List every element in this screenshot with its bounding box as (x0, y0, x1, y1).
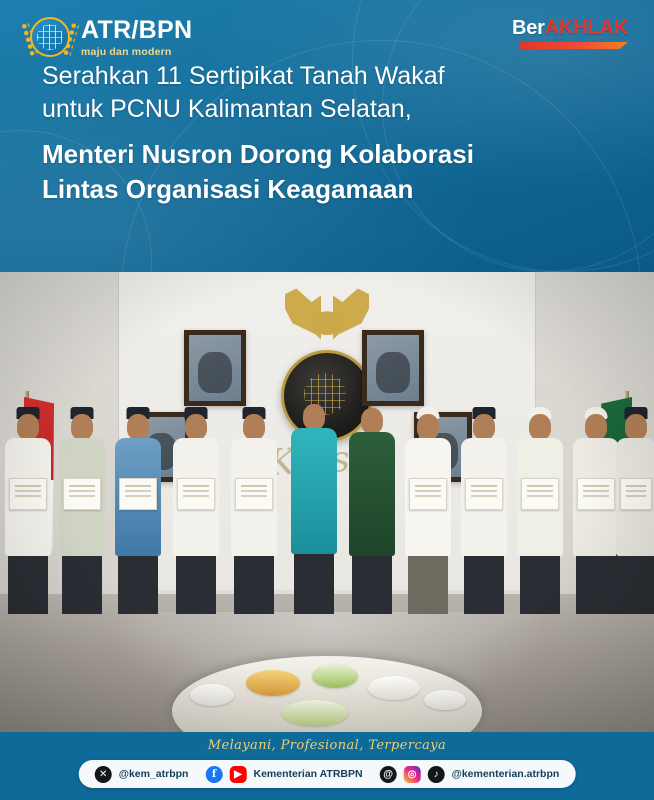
person-legs (576, 552, 616, 614)
person-12 (614, 414, 654, 614)
person-head (473, 414, 495, 440)
logo-text-block (81, 18, 192, 58)
atrbpn-logo (28, 14, 192, 62)
certificate-document (177, 478, 215, 510)
person-head (361, 408, 383, 434)
table-dish-5 (424, 690, 466, 710)
instagram-icon[interactable]: ◎ (404, 766, 421, 783)
atrbpn-emblem-icon (28, 14, 72, 62)
person-9 (458, 414, 510, 614)
person-head (585, 414, 607, 440)
headline-line-1: Serahkan 11 Sertipikat Tanah Wakaf (42, 62, 445, 90)
person-1 (2, 414, 54, 614)
headline-line-2: untuk PCNU Kalimantan Selatan, (42, 95, 412, 124)
person-head (17, 414, 39, 440)
poster-footer (0, 732, 654, 800)
table-dish-2 (246, 670, 300, 696)
person-legs (62, 552, 102, 614)
facebook-icon[interactable]: f (205, 766, 222, 783)
berakhlak-prefix: Ber (512, 17, 545, 39)
person-2 (56, 414, 108, 614)
certificate-document (9, 478, 47, 510)
table-dish-3 (312, 664, 358, 688)
person-legs (464, 552, 504, 614)
tiktok-icon[interactable]: ♪ (428, 766, 445, 783)
certificate-document (465, 478, 503, 510)
threads-icon[interactable]: @ (380, 766, 397, 783)
headline-gap (42, 127, 614, 137)
person-legs (234, 552, 274, 614)
person-5 (228, 414, 280, 614)
social-media-bar (79, 760, 576, 788)
berakhlak-highlight: AKHLAK (544, 17, 628, 39)
person-head (127, 414, 149, 440)
person-head (71, 414, 93, 440)
person-legs (8, 552, 48, 614)
certificate-document (119, 478, 157, 510)
headline-line-3: Menteri Nusron Dorong Kolaborasi (42, 138, 474, 169)
person-legs (352, 552, 392, 614)
brand-tagline: maju dan modern (81, 45, 172, 58)
person-legs (176, 552, 216, 614)
person-10 (514, 414, 566, 614)
person-legs (294, 552, 334, 614)
person-head (243, 414, 265, 440)
person-7 (346, 408, 398, 614)
person-head (303, 404, 325, 430)
certificate-document (63, 478, 101, 510)
person-4 (170, 414, 222, 614)
berakhlak-badge (512, 18, 628, 49)
people-row (0, 384, 654, 614)
headline-line-4: Lintas Organisasi Keagamaan (42, 173, 414, 204)
x-twitter-icon[interactable]: ✕ (95, 766, 112, 783)
person-head (185, 414, 207, 440)
certificate-document (235, 478, 273, 510)
page-title (42, 60, 614, 207)
table-dish-1 (190, 684, 234, 706)
certificate-document (409, 478, 447, 510)
instagram-tiktok-handle[interactable]: @kementerian.atrbpn (451, 768, 560, 780)
table-dish-4 (368, 676, 420, 700)
x-twitter-handle[interactable]: @kem_atrbpn (118, 768, 189, 780)
certificate-document (577, 478, 615, 510)
person-head (625, 414, 647, 440)
person-legs (616, 552, 654, 614)
youtube-icon[interactable]: ▶ (229, 766, 246, 783)
person-body (349, 432, 395, 556)
person-minister (288, 404, 340, 614)
berakhlak-underline (520, 42, 628, 49)
facebook-youtube-handle[interactable]: Kementerian ATRBPN (253, 768, 363, 780)
person-legs (118, 552, 158, 614)
person-head (417, 414, 439, 440)
person-head (529, 414, 551, 440)
table-dish-6 (282, 700, 348, 726)
globe-grid-icon (37, 24, 63, 50)
berakhlak-text (512, 18, 628, 38)
person-8 (402, 414, 454, 614)
certificate-document (620, 478, 652, 510)
person-legs (408, 552, 448, 614)
poster-header (0, 0, 654, 272)
person-body (291, 428, 337, 554)
footer-motto: Melayani, Profesional, Terpercaya (207, 738, 447, 753)
person-3 (112, 414, 164, 614)
brand-name: ATR/BPN (81, 16, 193, 45)
event-photo (0, 272, 654, 732)
certificate-document (521, 478, 559, 510)
person-legs (520, 552, 560, 614)
